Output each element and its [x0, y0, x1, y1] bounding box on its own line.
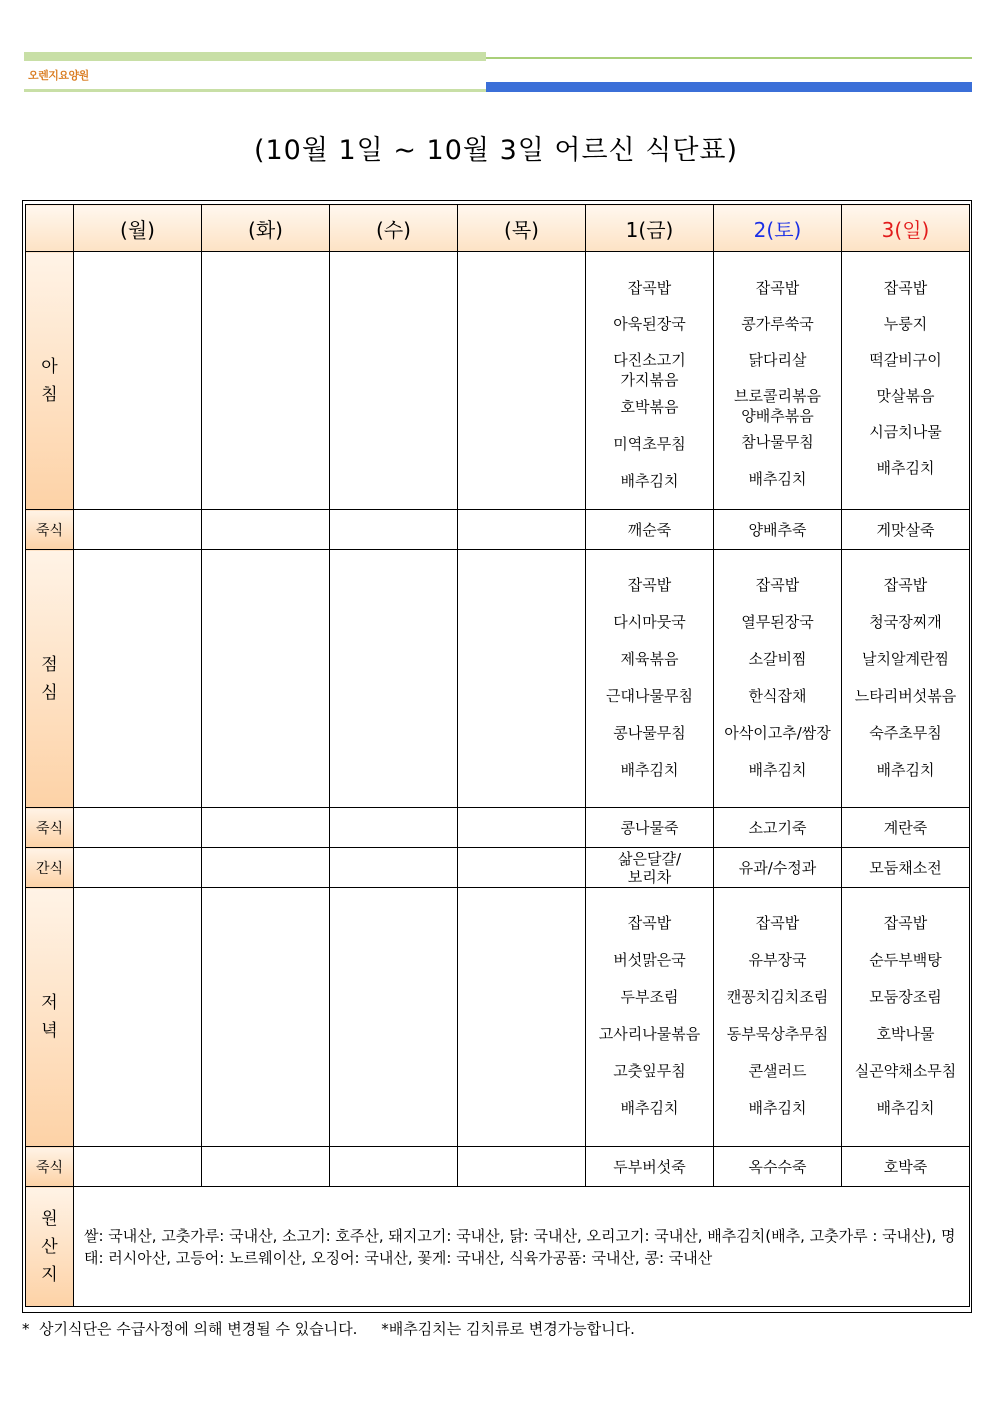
dish-item: 떡갈비구이 [869, 351, 942, 369]
header-bar-green [24, 52, 486, 61]
dinner-thu [458, 888, 586, 1147]
lunch-porridge-row [26, 808, 970, 848]
breakfast-wed [330, 252, 458, 510]
breakfast-fri [586, 252, 714, 510]
snack-label: 간식 [26, 848, 74, 888]
breakfast-sat [714, 252, 842, 510]
dish-list [842, 550, 969, 797]
empty-cell [330, 1147, 458, 1187]
empty-cell [458, 1147, 586, 1187]
day-header-sat: 2(토) [714, 205, 842, 252]
empty-cell [74, 1147, 202, 1187]
dish-list [842, 888, 969, 1135]
org-name: 오렌지요양원 [28, 69, 89, 82]
lunch-row [26, 550, 970, 808]
empty-cell [458, 808, 586, 848]
dish-item: 모둠장조림 [869, 988, 942, 1006]
dish-item: 잡곡밥 [883, 914, 928, 932]
lunch-label: 점 심 [26, 550, 74, 808]
snack-row [26, 848, 970, 888]
breakfast-porridge-sat: 양배추죽 [714, 510, 842, 550]
dinner-porridge-row [26, 1147, 970, 1187]
dinner-porridge-sat: 옥수수죽 [714, 1147, 842, 1187]
dish-item: 배추김치 [876, 761, 935, 779]
empty-cell [202, 808, 330, 848]
dish-item: 배추김치 [748, 761, 807, 779]
lunch-fri [586, 550, 714, 808]
dish-item: 잡곡밥 [755, 914, 800, 932]
empty-cell [202, 848, 330, 888]
dish-item: 날치알계란찜 [862, 650, 949, 668]
dinner-label: 저 녁 [26, 888, 74, 1147]
dish-item: 소갈비찜 [748, 650, 807, 668]
empty-cell [330, 510, 458, 550]
dish-item: 잡곡밥 [627, 914, 672, 932]
dish-item: 고춧잎무침 [613, 1062, 686, 1080]
dish-item: 누룽지 [883, 315, 928, 333]
page-title: (10월 1일 ~ 10월 3일 어르신 식단표) [253, 135, 739, 166]
lunch-thu [458, 550, 586, 808]
dish-item: 배추김치 [620, 472, 679, 490]
dinner-mon [74, 888, 202, 1147]
dish-item: 미역초무침 [613, 435, 686, 453]
breakfast-porridge-label: 죽식 [26, 510, 74, 550]
dish-item: 다시마뭇국 [613, 613, 686, 631]
empty-cell [74, 848, 202, 888]
dish-item: 호박볶음 [620, 398, 679, 416]
dish-item: 잡곡밥 [755, 279, 800, 297]
lunch-porridge-sun: 계란죽 [842, 808, 970, 848]
breakfast-porridge-sun: 게맛살죽 [842, 510, 970, 550]
dish-item: 동부묵상추무침 [726, 1025, 829, 1043]
dinner-porridge-sun: 호박죽 [842, 1147, 970, 1187]
dish-item: 두부조림 [620, 988, 679, 1006]
empty-cell [74, 808, 202, 848]
dish-item: 배추김치 [620, 761, 679, 779]
dish-item: 유부장국 [748, 951, 807, 969]
dish-item: 배추김치 [748, 470, 807, 488]
lunch-porridge-sat: 소고기죽 [714, 808, 842, 848]
dish-item: 캔꽁치김치조림 [726, 988, 829, 1006]
header-bar-blue [486, 82, 972, 92]
dish-item: 근대나물무침 [606, 687, 693, 705]
dish-item: 실곤약채소무침 [854, 1062, 957, 1080]
day-header-tue: (화) [202, 205, 330, 252]
dish-list [586, 550, 713, 797]
origin-label: 원 산 지 [26, 1187, 74, 1307]
empty-cell [330, 808, 458, 848]
dinner-porridge-fri: 두부버섯죽 [586, 1147, 714, 1187]
dinner-row [26, 888, 970, 1147]
lunch-sun [842, 550, 970, 808]
dish-item: 잡곡밥 [755, 576, 800, 594]
dish-list [586, 252, 713, 508]
dish-list [714, 252, 841, 506]
dish-item: 순두부백탕 [869, 951, 942, 969]
empty-cell [74, 510, 202, 550]
dinner-porridge-label: 죽식 [26, 1147, 74, 1187]
lunch-porridge-label: 죽식 [26, 808, 74, 848]
dish-item: 숙주초무침 [869, 724, 942, 742]
dish-item: 열무된장국 [741, 613, 814, 631]
dish-item: 느타리버섯볶음 [854, 687, 957, 705]
dinner-tue [202, 888, 330, 1147]
empty-cell [458, 510, 586, 550]
dish-item: 청국장찌개 [869, 613, 942, 631]
breakfast-thu [458, 252, 586, 510]
day-header-fri: 1(금) [586, 205, 714, 252]
dinner-sat [714, 888, 842, 1147]
lunch-porridge-fri: 콩나물죽 [586, 808, 714, 848]
header-underline-green [24, 89, 486, 92]
dish-item: 닭다리살 [748, 351, 807, 369]
dish-list [714, 888, 841, 1135]
breakfast-sun [842, 252, 970, 510]
dish-item: 아욱된장국 [613, 315, 686, 333]
origin-text: 쌀: 국내산, 고춧가루: 국내산, 소고기: 호주산, 돼지고기: 국내산, 닭: 국내산, 오리고기: 국내산, 배추김치(배추, 고춧가루 : 국내산), 명태: 러시아산, 고등어: 노르웨이산, 오징어: 국내산, 꽃게: 국내산, 식육가공품: 국내산, 콩: 국내산 [74, 1187, 970, 1307]
dish-list [714, 550, 841, 797]
breakfast-tue [202, 252, 330, 510]
dish-item: 배추김치 [620, 1099, 679, 1117]
snack-sun: 모둠채소전 [842, 848, 970, 888]
empty-cell [202, 510, 330, 550]
dish-item: 잡곡밥 [627, 576, 672, 594]
lunch-sat [714, 550, 842, 808]
day-header-thu: (목) [458, 205, 586, 252]
lunch-tue [202, 550, 330, 808]
snack-sat: 유과/수정과 [714, 848, 842, 888]
dish-item: 시금치나물 [869, 423, 942, 441]
lunch-wed [330, 550, 458, 808]
breakfast-row [26, 252, 970, 510]
dish-item: 다진소고기 가지볶음 [613, 351, 686, 389]
origin-row [26, 1187, 970, 1307]
dish-item: 잡곡밥 [627, 279, 672, 297]
day-header-row [26, 205, 970, 252]
dish-item: 배추김치 [748, 1099, 807, 1117]
breakfast-porridge-fri: 깨순죽 [586, 510, 714, 550]
empty-cell [202, 1147, 330, 1187]
breakfast-porridge-row [26, 510, 970, 550]
dish-list [842, 252, 969, 494]
dish-item: 한식잡채 [748, 687, 807, 705]
lunch-mon [74, 550, 202, 808]
empty-cell [458, 848, 586, 888]
dinner-sun [842, 888, 970, 1147]
meal-plan-table [25, 204, 970, 1307]
breakfast-mon [74, 252, 202, 510]
footnote: * 상기식단은 수급사정에 의해 변경될 수 있습니다. *배추김치는 김치류로 변경가능합니다. [22, 1320, 635, 1338]
dinner-fri [586, 888, 714, 1147]
dish-item: 호박나물 [876, 1025, 935, 1043]
dinner-wed [330, 888, 458, 1147]
day-header-sun: 3(일) [842, 205, 970, 252]
dish-item: 브로콜리볶음 양배추볶음 [734, 387, 821, 425]
dish-item: 제육볶음 [620, 650, 679, 668]
dish-item: 콘샐러드 [748, 1062, 807, 1080]
day-header-wed: (수) [330, 205, 458, 252]
dish-item: 아삭이고추/쌈장 [724, 724, 831, 742]
dish-item: 콩가루쑥국 [741, 315, 814, 333]
dish-item: 참나물무침 [741, 433, 814, 451]
dish-list [586, 888, 713, 1135]
corner-cell [26, 205, 74, 252]
header-line-green [486, 57, 972, 59]
breakfast-label: 아 침 [26, 252, 74, 510]
dish-item: 배추김치 [876, 459, 935, 477]
dish-item: 콩나물무침 [613, 724, 686, 742]
empty-cell [330, 848, 458, 888]
dish-item: 잡곡밥 [883, 576, 928, 594]
dish-item: 고사리나물볶음 [598, 1025, 701, 1043]
dish-item: 잡곡밥 [883, 279, 928, 297]
dish-item: 배추김치 [876, 1099, 935, 1117]
day-header-mon: (월) [74, 205, 202, 252]
dish-item: 맛살볶음 [876, 387, 935, 405]
snack-fri: 삶은달걀/ 보리차 [586, 848, 714, 888]
dish-item: 버섯맑은국 [613, 951, 686, 969]
